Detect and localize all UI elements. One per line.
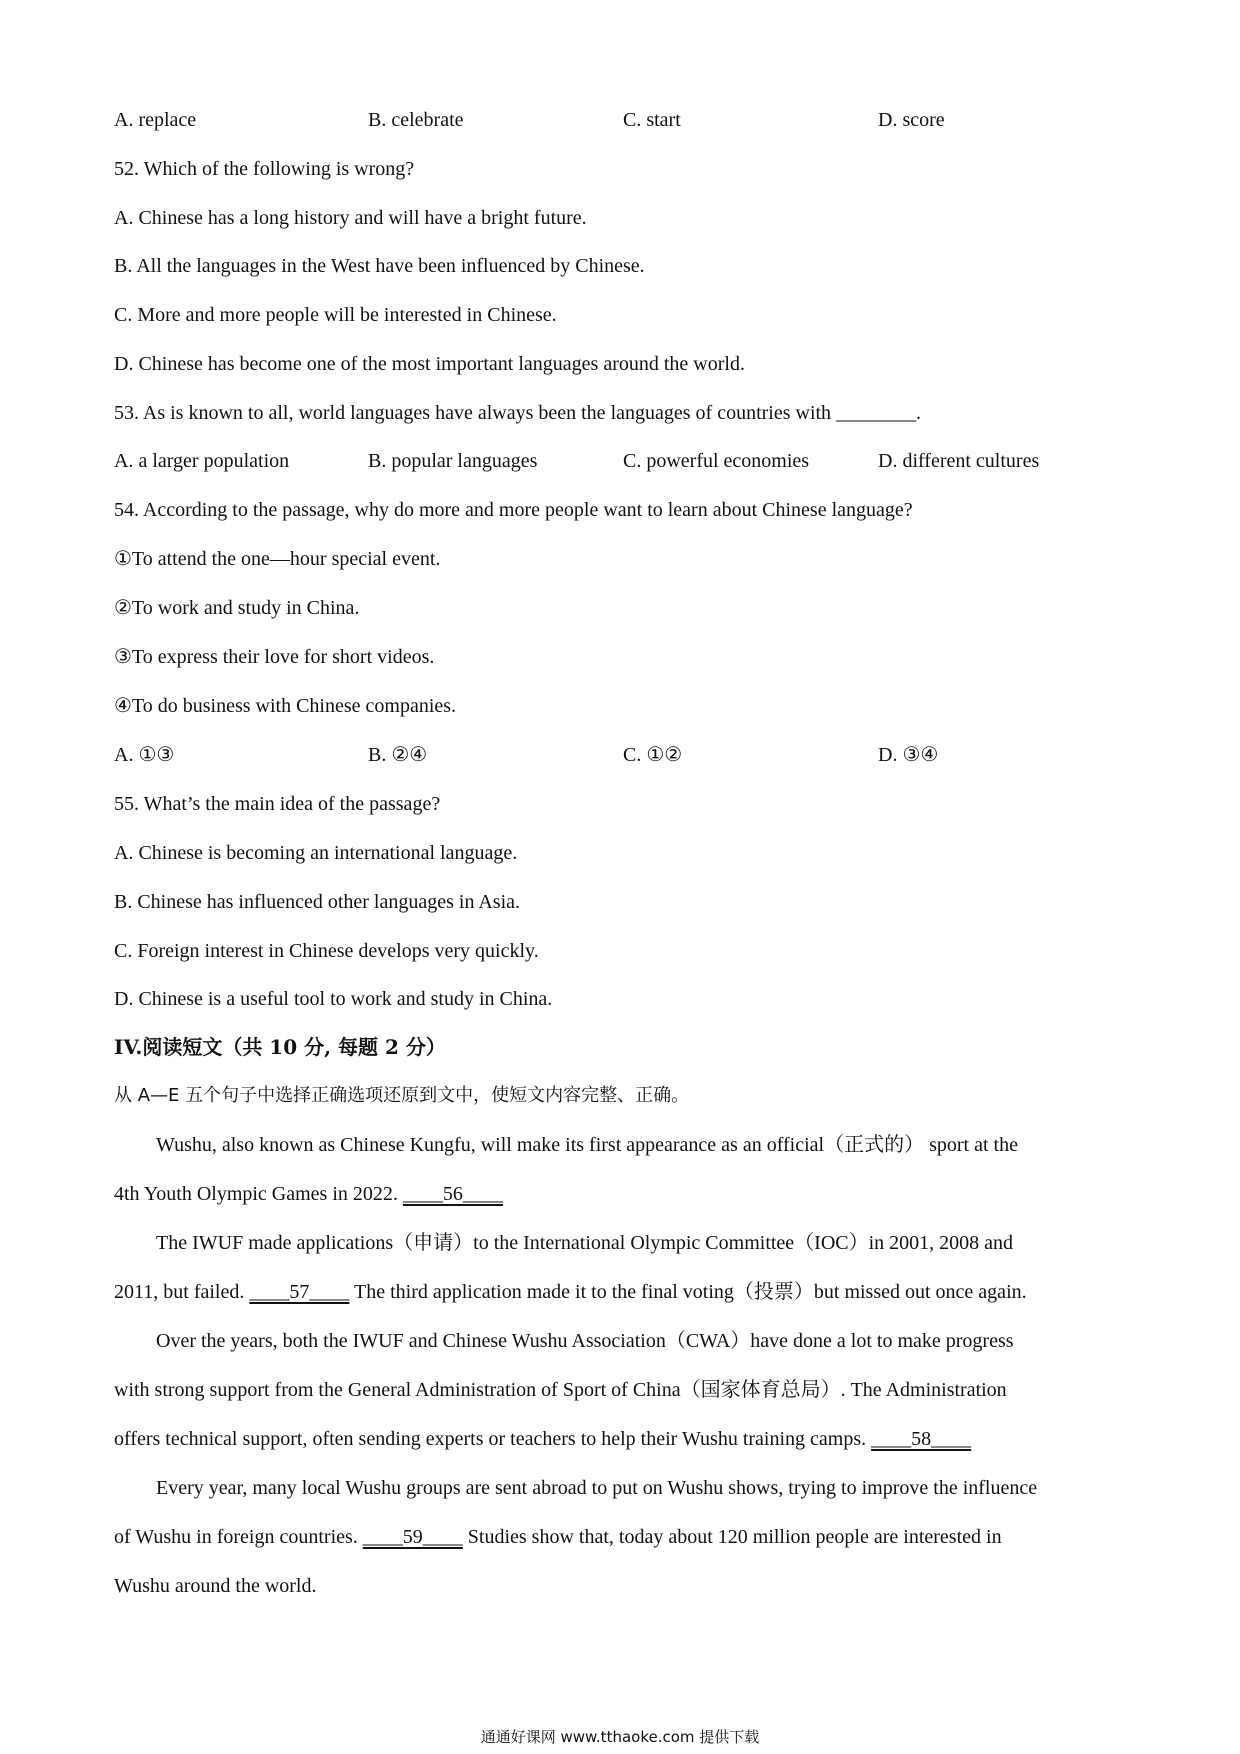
passage-text: offers technical support, often sending experts or teachers to help their Wushu training camps. [114,1428,867,1450]
q54-option-d: D. ③④ [878,744,939,766]
q53-option-a: A. a larger population [114,450,290,472]
q54-statement-4: ④To do business with Chinese companies. [114,695,457,717]
blank-57: ____57____ [249,1281,350,1303]
passage-p3-line1: Over the years, both the IWUF and Chinese Wushu Association（CWA）have done a lot to make progress [156,1330,1014,1352]
blank-58: ____58____ [871,1428,972,1450]
q52-option-d: D. Chinese has become one of the most important languages around the world. [114,353,745,375]
q53-option-c: C. powerful economies [623,450,810,472]
q53-stem: 53. As is known to all, world languages have always been the languages of countries with ________. [114,402,922,424]
q51-option-c: C. start [623,109,681,131]
q54-option-c: C. ①② [623,744,683,766]
q54-option-b: B. ②④ [368,744,428,766]
passage-p4-line3: Wushu around the world. [114,1575,317,1597]
q53-option-d: D. different cultures [878,450,1040,472]
q55-option-b: B. Chinese has influenced other languages in Asia. [114,891,521,913]
page-footer: 通通好课网 www.tthaoke.com 提供下载 [480,1728,760,1746]
q52-option-c: C. More and more people will be interested in Chinese. [114,304,557,326]
blank-56: ____56____ [402,1183,503,1205]
q52-stem: 52. Which of the following is wrong? [114,158,415,180]
section-instruction: 从 A—E 五个句子中选择正确选项还原到文中，使短文内容完整、正确。 [114,1085,690,1106]
passage-p4-line1: Every year, many local Wushu groups are sent abroad to put on Wushu shows, trying to improve the influence [156,1477,1038,1499]
passage-p3-line2: with strong support from the General Administration of Sport of China（国家体育总局）. The Administration [114,1379,1007,1401]
q51-option-b: B. celebrate [368,109,464,131]
q52-option-a: A. Chinese has a long history and will have a bright future. [114,207,587,229]
passage-text: The third application made it to the final voting（投票）but missed out once again. [353,1281,1027,1303]
q54-statement-1: ①To attend the one—hour special event. [114,548,441,570]
passage-text: 2011, but failed. [114,1281,245,1303]
q55-option-d: D. Chinese is a useful tool to work and study in China. [114,988,553,1010]
q54-statement-2: ②To work and study in China. [114,597,360,619]
passage-p1-line2 [114,1182,503,1206]
q54-statement-3: ③To express their love for short videos. [114,646,435,668]
q55-stem: 55. What’s the main idea of the passage? [114,793,441,815]
blank-59: ____59____ [362,1526,463,1548]
passage-text: of Wushu in foreign countries. [114,1526,358,1548]
passage-text: 4th Youth Olympic Games in 2022. [114,1183,398,1205]
q54-option-a: A. ①③ [114,744,175,766]
passage-p1-line1: Wushu, also known as Chinese Kungfu, will make its first appearance as an official（正式的） sport at the [156,1134,1018,1156]
q52-option-b: B. All the languages in the West have been influenced by Chinese. [114,255,645,277]
section-heading: IV.阅读短文（共 10 分, 每题 2 分） [114,1035,446,1059]
passage-p3-line3 [114,1427,971,1451]
q55-option-c: C. Foreign interest in Chinese develops very quickly. [114,940,539,962]
q55-option-a: A. Chinese is becoming an international language. [114,842,518,864]
passage-text: Studies show that, today about 120 million people are interested in [467,1526,1002,1548]
q54-stem: 54. According to the passage, why do more and more people want to learn about Chinese language? [114,499,913,521]
q51-option-d: D. score [878,109,945,131]
passage-p2-line1: The IWUF made applications（申请）to the International Olympic Committee（IOC）in 2001, 2008 and [156,1232,1014,1254]
q53-option-b: B. popular languages [368,450,538,472]
passage-p2-line2 [114,1280,1027,1304]
q51-option-a: A. replace [114,109,197,131]
passage-p4-line2 [114,1525,1002,1549]
